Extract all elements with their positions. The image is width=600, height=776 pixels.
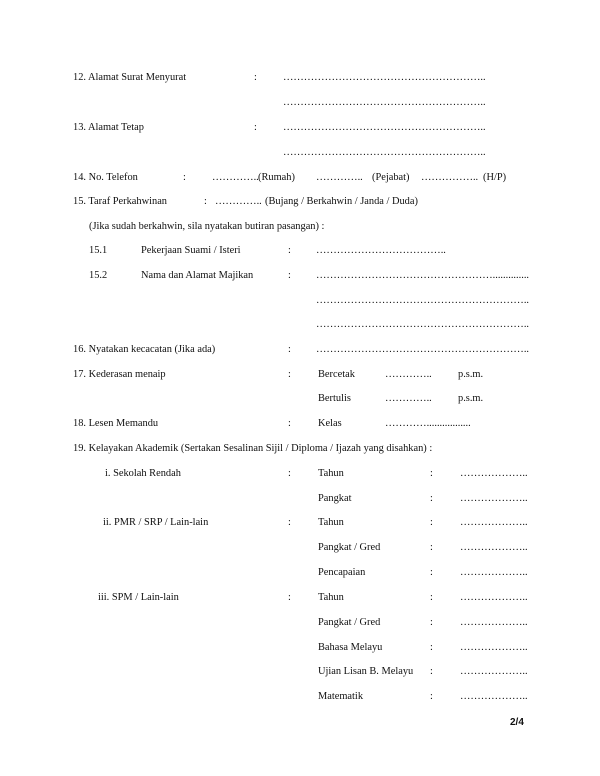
q14-hp-field[interactable]: ……………..: [421, 172, 479, 183]
q19-i-colon: :: [288, 468, 291, 479]
q18-label: 18. Lesen Memandu: [73, 418, 159, 429]
q15-2-label: Nama dan Alamat Majikan: [141, 270, 254, 281]
q19-ii-row-label: Tahun: [318, 517, 344, 528]
q18-kelas-label: Kelas: [318, 418, 342, 429]
q19-i-row-field[interactable]: ………………..: [460, 493, 528, 504]
q19-ii-colon: :: [288, 517, 291, 528]
q14-pejabat-field[interactable]: …………..: [316, 172, 363, 183]
q15-options: (Bujang / Berkahwin / Janda / Duda): [265, 196, 418, 207]
q19-iii-row-field[interactable]: ………………..: [460, 642, 528, 653]
q19-iii-label: iii. SPM / Lain-lain: [98, 592, 179, 603]
q19-iii-row-colon: :: [430, 617, 433, 628]
q19-ii-label: ii. PMR / SRP / Lain-lain: [103, 517, 209, 528]
q14-rumah-field[interactable]: …………..: [212, 172, 259, 183]
q15-field[interactable]: …………..: [215, 196, 262, 207]
q15-2-number: 15.2: [89, 270, 108, 281]
q18-colon: :: [288, 418, 291, 429]
page-number: 2/4: [510, 717, 524, 728]
q15-2-line3[interactable]: ……………………………………………………..: [316, 319, 530, 330]
q19-iii-colon: :: [288, 592, 291, 603]
q19-ii-row-field[interactable]: ………………..: [460, 567, 528, 578]
q19-ii-row-label: Pencapaian: [318, 567, 366, 578]
q19-i-row-colon: :: [430, 468, 433, 479]
q19-iii-row-label: Bahasa Melayu: [318, 642, 383, 653]
q15-1-colon: :: [288, 245, 291, 256]
q12-label: 12. Alamat Surat Menyurat: [73, 72, 187, 83]
q19-iii-row-colon: :: [430, 666, 433, 677]
q15-2-line2[interactable]: ……………………………………………………..: [316, 295, 530, 306]
q19-iii-row-field[interactable]: ………………..: [460, 592, 528, 603]
q19-ii-row-colon: :: [430, 517, 433, 528]
q16-label: 16. Nyatakan kecacatan (Jika ada): [73, 344, 216, 355]
q12-line2[interactable]: …………………………………………………..: [283, 97, 486, 108]
q13-label: 13. Alamat Tetap: [73, 122, 144, 133]
q15-1-field[interactable]: ………………………………..: [316, 245, 446, 256]
q19-iii-row-label: Ujian Lisan B. Melayu: [318, 666, 414, 677]
q19-ii-row-colon: :: [430, 567, 433, 578]
q15-2-line1[interactable]: ……………………………………………..............: [316, 270, 530, 281]
q17-colon: :: [288, 369, 291, 380]
q19-iii-row-field[interactable]: ………………..: [460, 691, 528, 702]
q17-label: 17. Kederasan menaip: [73, 369, 166, 380]
q13-colon: :: [254, 122, 257, 133]
q19-ii-row-field[interactable]: ………………..: [460, 517, 528, 528]
q19-label: 19. Kelayakan Akademik (Sertakan Sesalinan Sijil / Diploma / Ijazah yang disahkan) :: [73, 443, 433, 454]
q13-line1[interactable]: …………………………………………………..: [283, 122, 486, 133]
q19-ii-row-label: Pangkat / Gred: [318, 542, 381, 553]
q17-bercetak-label: Bercetak: [318, 369, 355, 380]
q13-line2[interactable]: …………………………………………………..: [283, 147, 486, 158]
q17-bertulis-label: Bertulis: [318, 393, 351, 404]
q19-iii-row-field[interactable]: ………………..: [460, 666, 528, 677]
q14-hp-label: (H/P): [483, 172, 507, 183]
q15-1-label: Pekerjaan Suami / Isteri: [141, 245, 241, 256]
q15-label: 15. Taraf Perkahwinan: [73, 196, 168, 207]
q14-rumah-label: (Rumah): [258, 172, 295, 183]
q19-iii-row-label: Tahun: [318, 592, 344, 603]
q14-colon: :: [183, 172, 186, 183]
q17-bercetak-field[interactable]: …………..: [385, 369, 432, 380]
q18-kelas-field[interactable]: ………….................: [385, 418, 471, 429]
q19-i-row-label: Pangkat: [318, 493, 352, 504]
q19-iii-row-label: Pangkat / Gred: [318, 617, 381, 628]
q19-iii-row-colon: :: [430, 642, 433, 653]
q15-2-colon: :: [288, 270, 291, 281]
q19-iii-row-colon: :: [430, 691, 433, 702]
q15-note: (Jika sudah berkahwin, sila nyatakan butiran pasangan) :: [89, 221, 325, 232]
q19-i-row-field[interactable]: ………………..: [460, 468, 528, 479]
q17-bertulis-field[interactable]: …………..: [385, 393, 432, 404]
q19-iii-row-label: Matematik: [318, 691, 364, 702]
q19-ii-row-field[interactable]: ………………..: [460, 542, 528, 553]
q17-bercetak-unit: p.s.m.: [458, 369, 484, 380]
q12-colon: :: [254, 72, 257, 83]
q16-colon: :: [288, 344, 291, 355]
q19-i-label: i. Sekolah Rendah: [105, 468, 181, 479]
q15-colon: :: [204, 196, 207, 207]
q14-label: 14. No. Telefon: [73, 172, 138, 183]
q12-line1[interactable]: …………………………………………………..: [283, 72, 486, 83]
q19-iii-row-colon: :: [430, 592, 433, 603]
q19-i-row-label: Tahun: [318, 468, 344, 479]
q15-1-number: 15.1: [89, 245, 108, 256]
q14-pejabat-label: (Pejabat): [372, 172, 410, 183]
q19-i-row-colon: :: [430, 493, 433, 504]
q16-field[interactable]: ……………………………………………………..: [316, 344, 530, 355]
q19-ii-row-colon: :: [430, 542, 433, 553]
q17-bertulis-unit: p.s.m.: [458, 393, 484, 404]
q19-iii-row-field[interactable]: ………………..: [460, 617, 528, 628]
